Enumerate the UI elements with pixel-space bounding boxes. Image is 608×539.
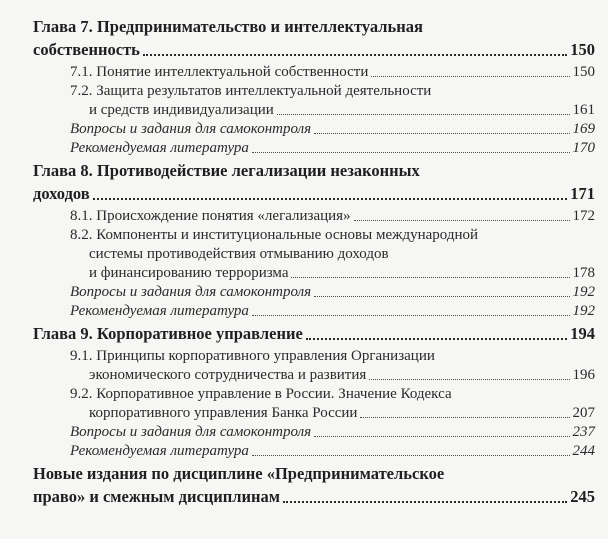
section-title-line3: и финансированию терроризма: [89, 265, 289, 281]
page-number: 172: [572, 208, 595, 224]
new-editions-entry[interactable]: [33, 489, 595, 506]
section-9-2-line1: 9.2. Корпоративное управление в России. Значение Кодекса: [70, 386, 452, 402]
chapter-9-entry[interactable]: [33, 326, 595, 343]
section-title-line2: экономического сотрудничества и развития: [89, 367, 367, 383]
questions-title: Вопросы и задания для самоконтроля: [70, 121, 312, 137]
section-7-2-line1: 7.2. Защита результатов интеллектуальной деятельности: [70, 83, 432, 99]
page-number: 161: [572, 102, 595, 118]
dot-leader: [354, 220, 570, 221]
section-8-2-entry[interactable]: [89, 266, 595, 281]
page-number: 192: [572, 303, 595, 319]
chapter-8-entry[interactable]: [33, 186, 595, 203]
new-editions-line2: право» и смежным дисциплинам: [33, 487, 281, 506]
dot-leader: [283, 501, 567, 503]
dot-leader: [314, 436, 569, 437]
dot-leader: [252, 152, 570, 153]
page-number: 169: [572, 121, 595, 137]
chapter-7-questions-entry[interactable]: [70, 122, 595, 137]
dot-leader: [371, 76, 569, 77]
section-9-1-line1: 9.1. Принципы корпоративного управления Организации: [70, 348, 435, 364]
chapter-9-questions-entry[interactable]: [70, 425, 595, 440]
page-number: 237: [572, 424, 595, 440]
page-number: 244: [572, 443, 595, 459]
chapter-7-title-line1: Глава 7. Предпринимательство и интеллектуальная: [33, 17, 423, 36]
questions-title: Вопросы и задания для самоконтроля: [70, 424, 312, 440]
literature-title: Рекомендуемая литература: [70, 443, 249, 459]
chapter-8-title-line2: доходов: [33, 184, 90, 203]
chapter-8-literature-entry[interactable]: [70, 304, 595, 319]
section-8-2-line2: системы противодействия отмыванию доходов: [89, 246, 389, 262]
section-8-1-entry[interactable]: [70, 209, 595, 224]
dot-leader: [314, 296, 569, 297]
dot-leader: [93, 198, 568, 200]
page-number: 194: [570, 324, 595, 343]
chapter-8-questions-entry[interactable]: [70, 285, 595, 300]
page-number: 196: [572, 367, 595, 383]
chapter-8-title-line1: Глава 8. Противодействие легализации незаконных: [33, 161, 420, 180]
section-title-line2: корпоративного управления Банка России: [89, 405, 358, 421]
new-editions-line1: Новые издания по дисциплине «Предпринимательское: [33, 464, 445, 483]
page-number: 207: [572, 405, 595, 421]
section-title: 8.1. Происхождение понятия «легализация»: [70, 208, 351, 224]
dot-leader: [314, 133, 569, 134]
chapter-9-literature-entry[interactable]: [70, 444, 595, 459]
chapter-7-entry[interactable]: [33, 42, 595, 59]
chapter-7-literature-entry[interactable]: [70, 141, 595, 156]
dot-leader: [143, 54, 567, 56]
dot-leader: [252, 455, 570, 456]
dot-leader: [360, 417, 569, 418]
page-number: 245: [570, 487, 595, 506]
dot-leader: [291, 277, 569, 278]
questions-title: Вопросы и задания для самоконтроля: [70, 284, 312, 300]
chapter-7-title-line2: собственность: [33, 40, 140, 59]
section-9-2-entry[interactable]: [89, 406, 595, 421]
dot-leader: [277, 114, 570, 115]
dot-leader: [369, 379, 569, 380]
literature-title: Рекомендуемая литература: [70, 140, 249, 156]
section-title: 7.1. Понятие интеллектуальной собственности: [70, 64, 369, 80]
section-7-1-entry[interactable]: [70, 65, 595, 80]
literature-title: Рекомендуемая литература: [70, 303, 249, 319]
page-number: 150: [572, 64, 595, 80]
page-number: 178: [572, 265, 595, 281]
section-title-line2: и средств индивидуализации: [89, 102, 274, 118]
page-number: 192: [572, 284, 595, 300]
section-7-2-entry[interactable]: [89, 103, 595, 118]
page-number: 150: [570, 40, 595, 59]
dot-leader: [252, 315, 570, 316]
page-number: 170: [572, 140, 595, 156]
dot-leader: [306, 338, 567, 340]
chapter-9-title: Глава 9. Корпоративное управление: [33, 324, 303, 343]
page-number: 171: [570, 184, 595, 203]
section-9-1-entry[interactable]: [89, 368, 595, 383]
section-8-2-line1: 8.2. Компоненты и институциональные основы международной: [70, 227, 479, 243]
